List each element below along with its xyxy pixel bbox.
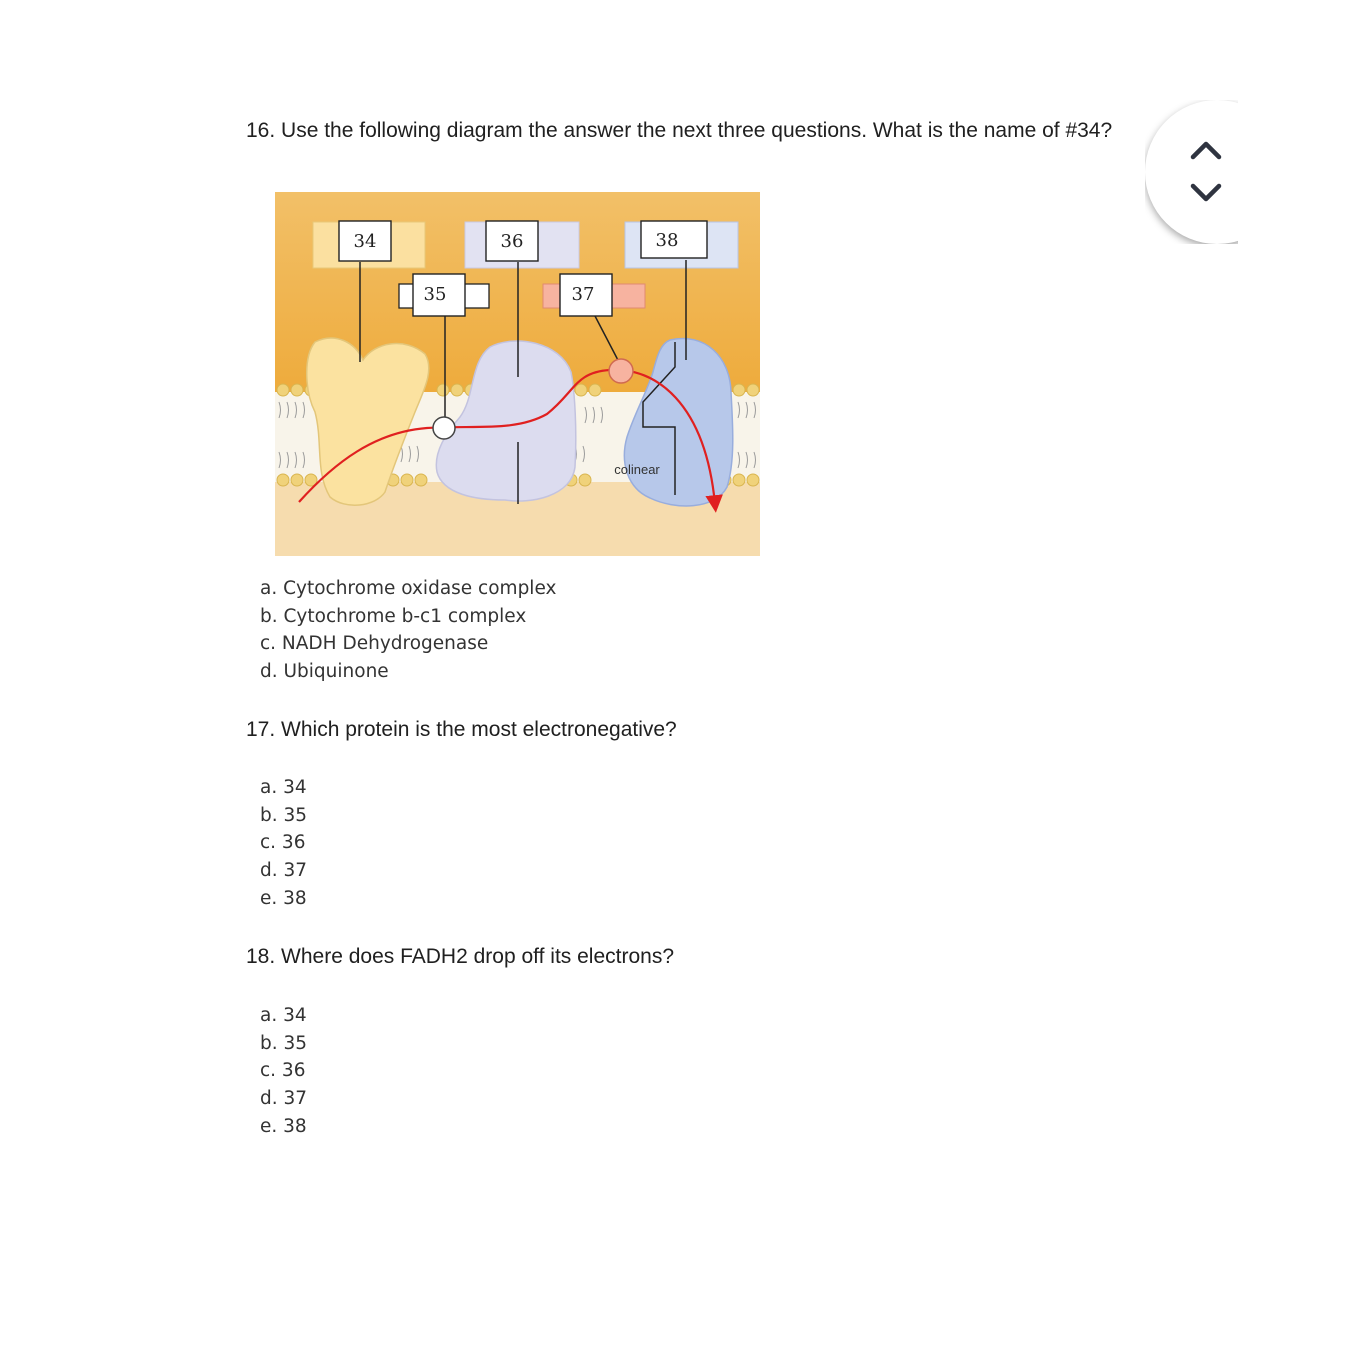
question-17-options	[260, 774, 307, 913]
option-16-d[interactable]: d. Ubiquinone	[260, 661, 389, 683]
chevron-down-icon	[1189, 180, 1223, 206]
previous-page-button[interactable]	[1189, 136, 1223, 162]
option-18-a[interactable]: a. 34	[260, 1005, 307, 1026]
question-18-text: 18. Where does FADH2 drop off its electrons?	[246, 945, 674, 968]
label-36: 36	[500, 231, 524, 252]
question-17-text: 17. Which protein is the most electronegative?	[246, 718, 677, 741]
colinear-label: colinear	[614, 462, 660, 477]
option-17-e[interactable]: e. 38	[260, 887, 307, 909]
option-17-d[interactable]: d. 37	[260, 860, 308, 882]
label-box-34	[313, 221, 425, 268]
label-box-38	[625, 221, 738, 268]
question-16-options	[260, 575, 556, 686]
option-16-a[interactable]: a. Cytochrome oxidase complex	[260, 578, 557, 599]
option-17-c[interactable]: c. 36	[260, 832, 306, 854]
electron-transport-chain-diagram	[275, 192, 760, 556]
option-18-b[interactable]: b. 35	[260, 1032, 308, 1054]
option-18-e[interactable]: e. 38	[260, 1115, 307, 1137]
navigation-circle	[1145, 100, 1238, 244]
label-38: 38	[655, 230, 679, 251]
label-37: 37	[571, 284, 595, 305]
carrier-35-circle	[433, 417, 455, 439]
option-18-c[interactable]: c. 36	[260, 1060, 306, 1082]
option-18-d[interactable]: d. 37	[260, 1088, 308, 1110]
label-35: 35	[423, 284, 447, 305]
page-navigation-widget	[1145, 100, 1238, 244]
label-34: 34	[353, 231, 377, 252]
option-17-a[interactable]: a. 34	[260, 777, 307, 798]
label-box-36	[465, 221, 579, 268]
next-page-button[interactable]	[1189, 180, 1223, 206]
option-17-b[interactable]: b. 35	[260, 804, 308, 826]
question-16-text: 16. Use the following diagram the answer the next three questions. What is the name of #34?	[246, 119, 1113, 142]
option-16-c[interactable]: c. NADH Dehydrogenase	[260, 633, 489, 655]
chevron-up-icon	[1189, 136, 1223, 162]
option-16-b[interactable]: b. Cytochrome b-c1 complex	[260, 605, 527, 627]
question-18-options	[260, 1002, 307, 1141]
carrier-37-circle	[609, 359, 633, 383]
